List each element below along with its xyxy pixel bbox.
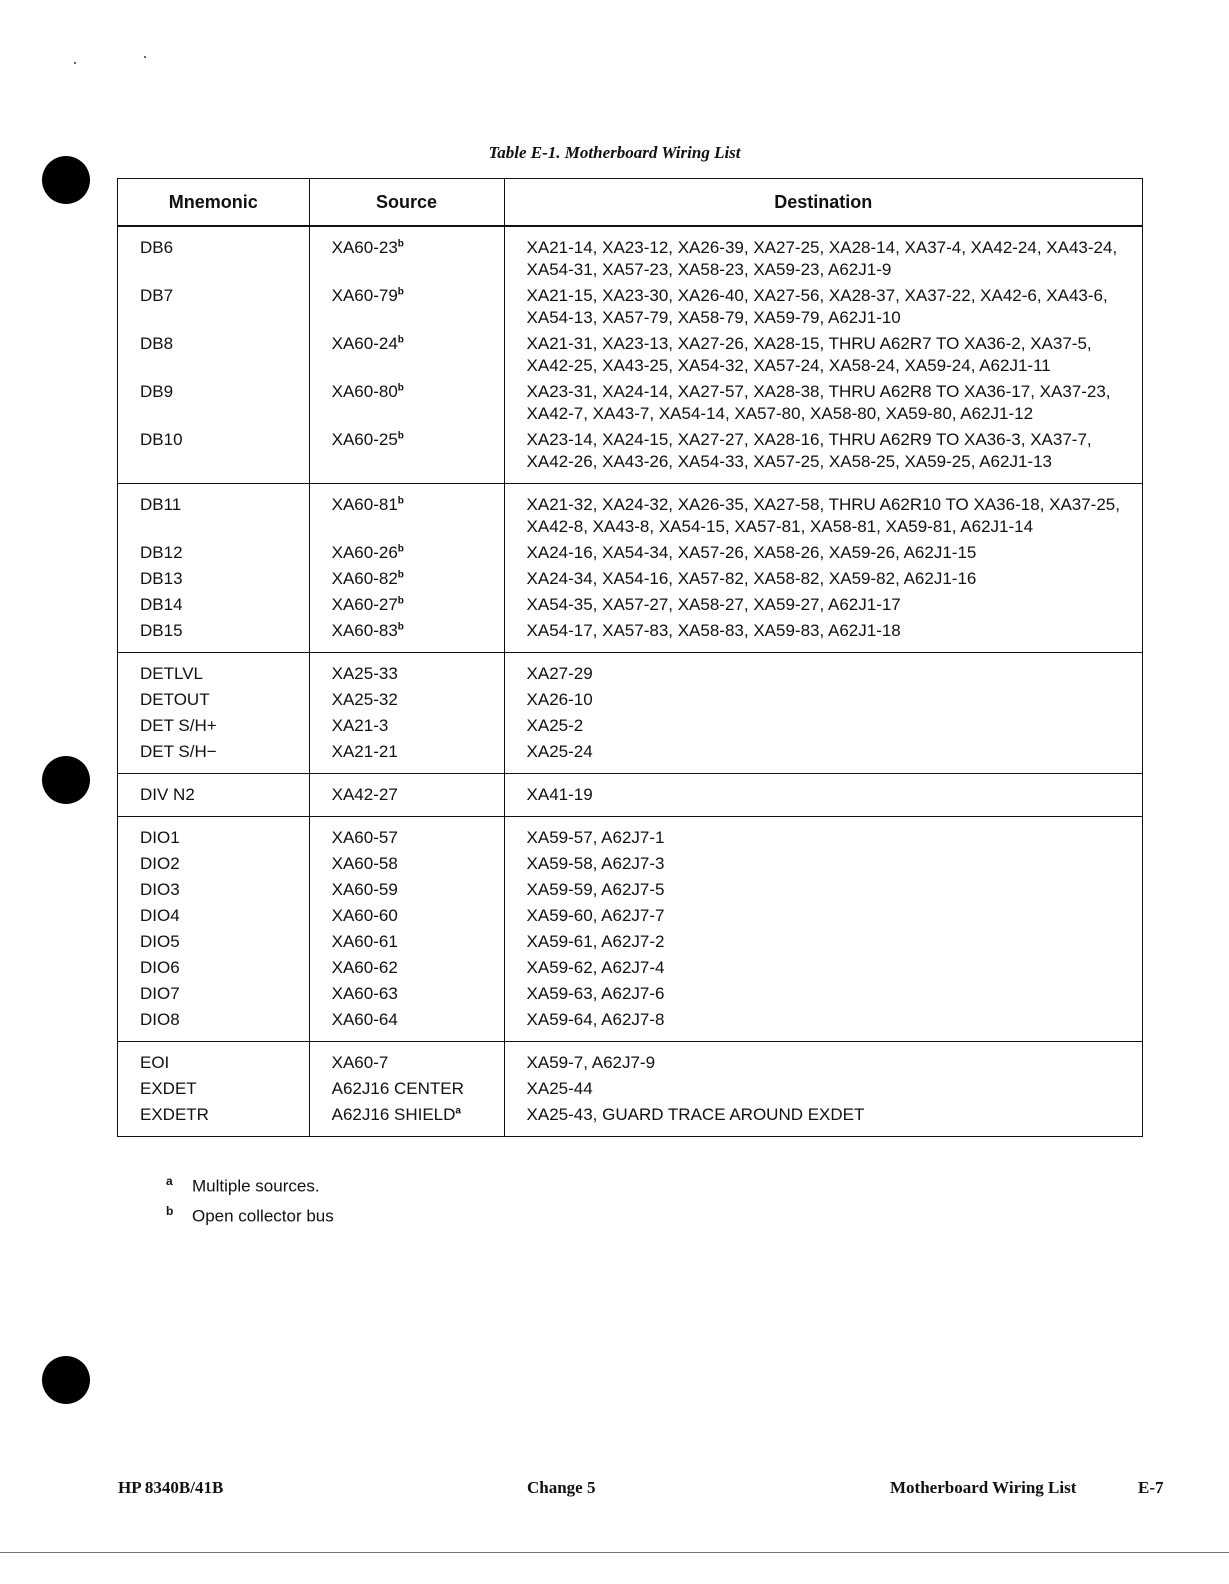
- source-text: XA60-82: [331, 569, 398, 588]
- binder-hole-top: [42, 156, 90, 204]
- footer-change: Change 5: [527, 1478, 596, 1497]
- header-destination: Destination: [504, 179, 1142, 227]
- destination-line: XA54-17, XA57-83, XA58-83, XA59-83, A62J1-18: [526, 621, 901, 640]
- destination-line: XA25-24: [526, 742, 593, 761]
- footnote-reference: b: [397, 238, 404, 250]
- footnote-reference: b: [397, 569, 404, 581]
- destination-line: XA54-31, XA57-23, XA58-23, XA59-23, A62J1-9: [526, 260, 892, 279]
- wiring-table: [117, 178, 1143, 1137]
- source-text: XA60-59: [331, 880, 398, 899]
- table-body: [118, 226, 1143, 1137]
- destination-line: XA23-31, XA24-14, XA27-57, XA28-38, THRU A62R8 TO XA36-17, XA37-23,: [526, 382, 1111, 401]
- mnemonic-text: DIO3: [140, 880, 180, 899]
- mnemonic-text: DET S/H−: [140, 742, 217, 761]
- destination-line: XA21-15, XA23-30, XA26-40, XA27-56, XA28-37, XA37-22, XA42-6, XA43-6,: [526, 286, 1108, 305]
- mnemonic-text: DIV N2: [140, 785, 195, 804]
- bottom-rule: [0, 1552, 1229, 1553]
- table-group: [118, 817, 1143, 1042]
- destination-cell: [504, 226, 1142, 484]
- scan-speck: [144, 56, 146, 58]
- mnemonic-cell: [118, 774, 310, 817]
- mnemonic-text: DB9: [140, 382, 174, 401]
- footnote-reference: b: [397, 621, 404, 633]
- footnote-reference: b: [397, 430, 404, 442]
- table-group: [118, 226, 1143, 484]
- destination-line: XA21-14, XA23-12, XA26-39, XA27-25, XA28-14, XA37-4, XA42-24, XA43-24,: [526, 238, 1118, 257]
- destination-line: XA24-16, XA54-34, XA57-26, XA58-26, XA59-26, A62J1-15: [526, 543, 977, 562]
- destination-line: XA42-25, XA43-25, XA54-32, XA57-24, XA58-24, XA59-24, A62J1-11: [526, 356, 1051, 375]
- destination-line: XA42-26, XA43-26, XA54-33, XA57-25, XA58-25, XA59-25, A62J1-13: [526, 452, 1052, 471]
- source-text: XA60-61: [331, 932, 398, 951]
- destination-line: XA59-64, A62J7-8: [526, 1010, 665, 1029]
- source-text: XA60-23: [331, 238, 398, 257]
- destination-line: XA25-2: [526, 716, 584, 735]
- footer-model: HP 8340B/41B: [118, 1478, 224, 1497]
- header-source: Source: [309, 179, 504, 227]
- source-text: XA60-7: [331, 1053, 389, 1072]
- mnemonic-text: DETOUT: [140, 690, 210, 709]
- mnemonic-cell: [118, 653, 310, 774]
- source-text: XA60-83: [331, 621, 398, 640]
- binder-hole-bottom: [42, 1356, 90, 1404]
- destination-line: XA59-62, A62J7-4: [526, 958, 665, 977]
- source-cell: [309, 653, 504, 774]
- destination-line: XA42-7, XA43-7, XA54-14, XA57-80, XA58-80, XA59-80, A62J1-12: [526, 404, 1034, 423]
- destination-line: XA59-59, A62J7-5: [526, 880, 665, 899]
- mnemonic-text: DIO8: [140, 1010, 180, 1029]
- destination-line: XA59-58, A62J7-3: [526, 854, 665, 873]
- mnemonic-cell: [118, 1042, 310, 1137]
- mnemonic-text: DIO4: [140, 906, 180, 925]
- mnemonic-text: EXDET: [140, 1079, 197, 1098]
- mnemonic-cell: [118, 484, 310, 653]
- footnotes: [166, 1170, 334, 1230]
- destination-line: XA59-63, A62J7-6: [526, 984, 665, 1003]
- table-title: Table E-1. Motherboard Wiring List: [488, 143, 741, 162]
- footnote-reference: b: [397, 334, 404, 346]
- destination-line: XA27-29: [526, 664, 593, 683]
- mnemonic-text: DB15: [140, 621, 183, 640]
- source-text: XA60-24: [331, 334, 398, 353]
- destination-line: XA42-8, XA43-8, XA54-15, XA57-81, XA58-81, XA59-81, A62J1-14: [526, 517, 1034, 536]
- source-text: XA60-81: [331, 495, 398, 514]
- footnote-b: [166, 1200, 334, 1230]
- source-cell: [309, 774, 504, 817]
- table-header-row: [118, 179, 1143, 227]
- mnemonic-text: DB11: [140, 495, 182, 514]
- footer-section-title: Motherboard Wiring List: [890, 1478, 1077, 1497]
- destination-line: XA54-35, XA57-27, XA58-27, XA59-27, A62J1-17: [526, 595, 901, 614]
- source-text: XA25-32: [331, 690, 398, 709]
- destination-cell: [504, 774, 1142, 817]
- mnemonic-text: EXDETR: [140, 1105, 209, 1124]
- scan-speck: [74, 62, 76, 64]
- source-text: XA25-33: [331, 664, 398, 683]
- header-mnemonic: Mnemonic: [118, 179, 310, 227]
- mnemonic-cell: [118, 817, 310, 1042]
- destination-line: XA21-32, XA24-32, XA26-35, XA27-58, THRU A62R10 TO XA36-18, XA37-25,: [526, 495, 1120, 514]
- table-group: [118, 774, 1143, 817]
- destination-cell: [504, 817, 1142, 1042]
- mnemonic-text: DB6: [140, 238, 174, 257]
- footnote-marker: a: [166, 1174, 173, 1188]
- source-text: A62J16 CENTER: [331, 1079, 464, 1098]
- mnemonic-text: DB14: [140, 595, 183, 614]
- table-group: [118, 484, 1143, 653]
- source-text: A62J16 SHIELD: [331, 1105, 456, 1124]
- footnote-text: Open collector bus: [192, 1206, 334, 1226]
- source-text: XA60-64: [331, 1010, 398, 1029]
- destination-line: XA54-13, XA57-79, XA58-79, XA59-79, A62J1-10: [526, 308, 901, 327]
- destination-line: XA59-61, A62J7-2: [526, 932, 665, 951]
- destination-cell: [504, 484, 1142, 653]
- source-cell: [309, 484, 504, 653]
- source-text: XA60-26: [331, 543, 398, 562]
- source-text: XA60-27: [331, 595, 398, 614]
- mnemonic-text: DIO6: [140, 958, 180, 977]
- source-text: XA42-27: [331, 785, 398, 804]
- source-text: XA21-3: [331, 716, 389, 735]
- mnemonic-text: DB12: [140, 543, 183, 562]
- destination-line: XA59-60, A62J7-7: [526, 906, 665, 925]
- mnemonic-text: DB7: [140, 286, 174, 305]
- destination-cell: [504, 653, 1142, 774]
- page-footer: [0, 1478, 1229, 1502]
- destination-line: XA25-43, GUARD TRACE AROUND EXDET: [526, 1105, 865, 1124]
- destination-line: XA24-34, XA54-16, XA57-82, XA58-82, XA59-82, A62J1-16: [526, 569, 977, 588]
- footnote-reference: b: [397, 595, 404, 607]
- destination-line: XA23-14, XA24-15, XA27-27, XA28-16, THRU A62R9 TO XA36-3, XA37-7,: [526, 430, 1092, 449]
- source-text: XA60-58: [331, 854, 398, 873]
- mnemonic-text: DIO2: [140, 854, 180, 873]
- footnote-text: Multiple sources.: [192, 1176, 320, 1196]
- source-cell: [309, 817, 504, 1042]
- source-text: XA60-62: [331, 958, 398, 977]
- destination-line: XA25-44: [526, 1079, 593, 1098]
- source-text: XA60-79: [331, 286, 398, 305]
- destination-line: XA59-7, A62J7-9: [526, 1053, 656, 1072]
- mnemonic-text: DIO5: [140, 932, 180, 951]
- source-cell: [309, 226, 504, 484]
- source-text: XA60-60: [331, 906, 398, 925]
- destination-line: XA59-57, A62J7-1: [526, 828, 665, 847]
- source-text: XA60-57: [331, 828, 398, 847]
- destination-cell: [504, 1042, 1142, 1137]
- source-cell: [309, 1042, 504, 1137]
- mnemonic-text: DB10: [140, 430, 183, 449]
- mnemonic-text: DETLVL: [140, 664, 203, 683]
- source-text: XA60-80: [331, 382, 398, 401]
- source-text: XA21-21: [331, 742, 398, 761]
- footnote-a: [166, 1170, 334, 1200]
- footnote-reference: a: [455, 1105, 461, 1117]
- mnemonic-text: DB13: [140, 569, 183, 588]
- destination-line: XA26-10: [526, 690, 593, 709]
- mnemonic-text: DET S/H+: [140, 716, 217, 735]
- destination-line: XA41-19: [526, 785, 593, 804]
- mnemonic-text: DIO7: [140, 984, 180, 1003]
- binder-hole-middle: [42, 756, 90, 804]
- mnemonic-text: DB8: [140, 334, 174, 353]
- mnemonic-text: DIO1: [140, 828, 180, 847]
- destination-line: XA21-31, XA23-13, XA27-26, XA28-15, THRU A62R7 TO XA36-2, XA37-5,: [526, 334, 1092, 353]
- mnemonic-text: EOI: [140, 1053, 170, 1072]
- footnote-reference: b: [397, 286, 404, 298]
- mnemonic-cell: [118, 226, 310, 484]
- footnote-reference: b: [397, 382, 404, 394]
- table-group: [118, 1042, 1143, 1137]
- footer-page-number: E-7: [1138, 1478, 1164, 1497]
- footnote-reference: b: [397, 543, 404, 555]
- source-text: XA60-25: [331, 430, 398, 449]
- source-text: XA60-63: [331, 984, 398, 1003]
- footnote-marker: b: [166, 1204, 174, 1218]
- table-group: [118, 653, 1143, 774]
- footnote-reference: b: [397, 495, 404, 507]
